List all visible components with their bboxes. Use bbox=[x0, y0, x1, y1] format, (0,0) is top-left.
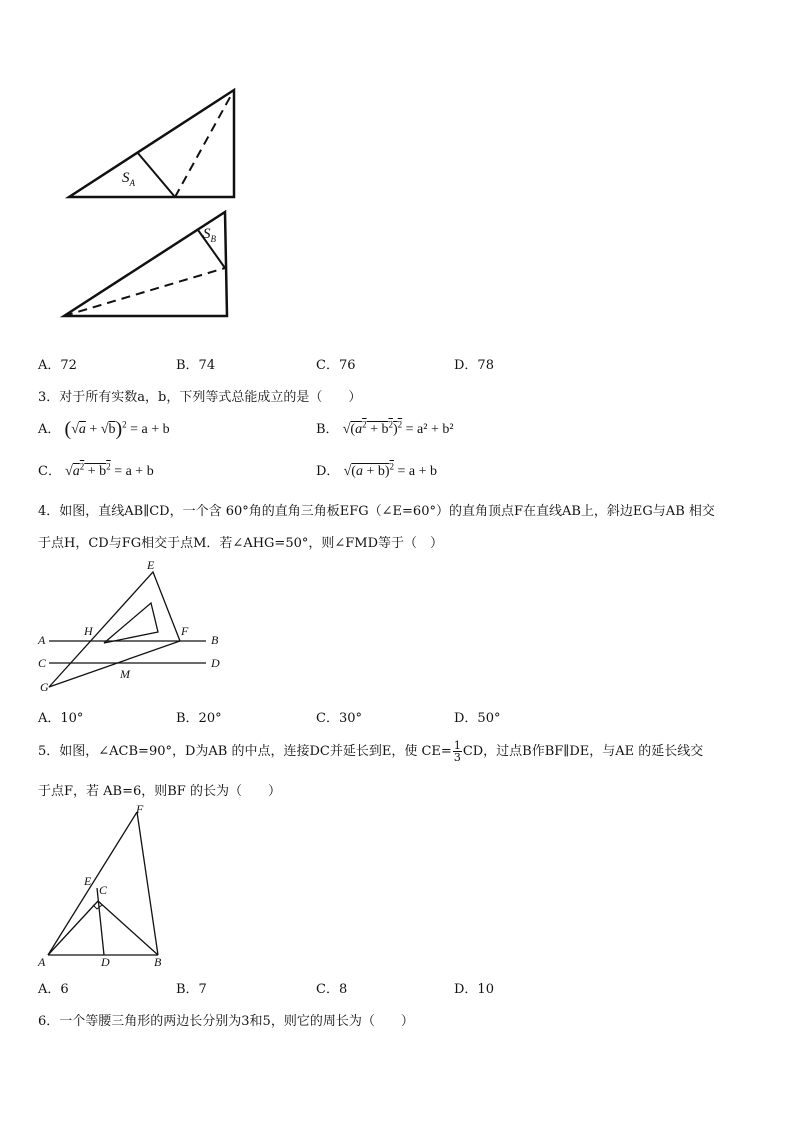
q5-fraction: $\frac{1}{3}$ bbox=[453, 739, 461, 764]
q4-point-e: E bbox=[147, 558, 155, 572]
q3-option-d-formula: $√(a + b)^2 = a + b$ bbox=[343, 461, 438, 479]
q6-stem: 6．一个等腰三角形的两边长分别为3和5，则它的周长为（ ） bbox=[38, 1014, 414, 1029]
q2-option-c[interactable]: C．76 bbox=[316, 358, 356, 373]
q2-figure-a bbox=[60, 84, 245, 204]
q5-stem-line1: 5．如图，∠ACB=90°，D为AB 的中点，连接DC并延长到E，使 CE= $\frac{1}{3}$ CD，过点B作BF∥DE，与AE 的延长线交 bbox=[38, 739, 704, 764]
q4-figure bbox=[34, 558, 234, 698]
q2-figure-b bbox=[56, 206, 236, 324]
q4-point-d: D bbox=[211, 656, 220, 670]
q5-option-b[interactable]: B．7 bbox=[176, 982, 207, 997]
q3-option-c-formula: $√a^2 + b^2 = a + b$ bbox=[65, 461, 154, 479]
q5-point-b: B bbox=[154, 955, 162, 969]
q5-point-c: C bbox=[99, 883, 108, 897]
q5-option-c[interactable]: C．8 bbox=[316, 982, 348, 997]
q4-point-f: F bbox=[181, 624, 189, 638]
q3-stem: 3．对于所有实数a，b，下列等式总能成立的是（ ） bbox=[38, 390, 362, 405]
q2-option-d[interactable]: D．78 bbox=[454, 358, 494, 373]
q4-point-m: M bbox=[120, 667, 130, 681]
q3-option-b-formula: $√(a^2 + b^2)^2 = a^2 + b^2$ bbox=[342, 419, 454, 437]
q4-stem-line2: 于点H，CD与FG相交于点M．若∠AHG=50°，则∠FMD等于（ ） bbox=[38, 536, 444, 551]
q3-option-a[interactable]: A． $(√a + √b)^2 = a + b$ bbox=[38, 418, 170, 440]
q5-point-d: D bbox=[101, 955, 110, 969]
q5-point-a: A bbox=[38, 955, 46, 969]
q2-option-a[interactable]: A．72 bbox=[38, 358, 77, 373]
q4-point-h: H bbox=[84, 624, 93, 638]
q4-stem-line1: 4．如图，直线AB∥CD，一个含 60°角的直角三角板EFG（∠E=60°）的直角顶点F在直线AB上，斜边EG与AB 相交 bbox=[38, 504, 715, 519]
q2-label-sb: $S_B$ bbox=[203, 226, 216, 244]
q5-point-f: F bbox=[136, 802, 144, 816]
q3-option-d[interactable]: D． $√(a + b)^2 = a + b$ bbox=[316, 461, 438, 479]
q4-point-g: G bbox=[40, 680, 49, 694]
q2-label-sa: $S_A$ bbox=[122, 170, 135, 188]
q4-point-c: C bbox=[38, 656, 47, 670]
q3-option-c[interactable]: C． $√a^2 + b^2 = a + b$ bbox=[38, 461, 154, 479]
q5-option-a[interactable]: A．6 bbox=[38, 982, 69, 997]
q2-option-b[interactable]: B．74 bbox=[176, 358, 216, 373]
q4-point-a: A bbox=[38, 633, 46, 647]
q3-option-b[interactable]: B． $√(a^2 + b^2)^2 = a^2 + b^2$ bbox=[316, 419, 454, 437]
q4-option-a[interactable]: A．10° bbox=[38, 711, 84, 726]
q4-option-c[interactable]: C．30° bbox=[316, 711, 362, 726]
q3-option-a-formula: $(√a + √b)^2 = a + b$ bbox=[64, 418, 170, 440]
q5-point-e: E bbox=[84, 874, 92, 888]
q5-option-d[interactable]: D．10 bbox=[454, 982, 494, 997]
q5-stem-line2: 于点F，若 AB=6，则BF 的长为（ ） bbox=[38, 784, 281, 799]
q4-option-d[interactable]: D．50° bbox=[454, 711, 501, 726]
q4-option-b[interactable]: B．20° bbox=[176, 711, 222, 726]
q4-point-b: B bbox=[211, 633, 219, 647]
